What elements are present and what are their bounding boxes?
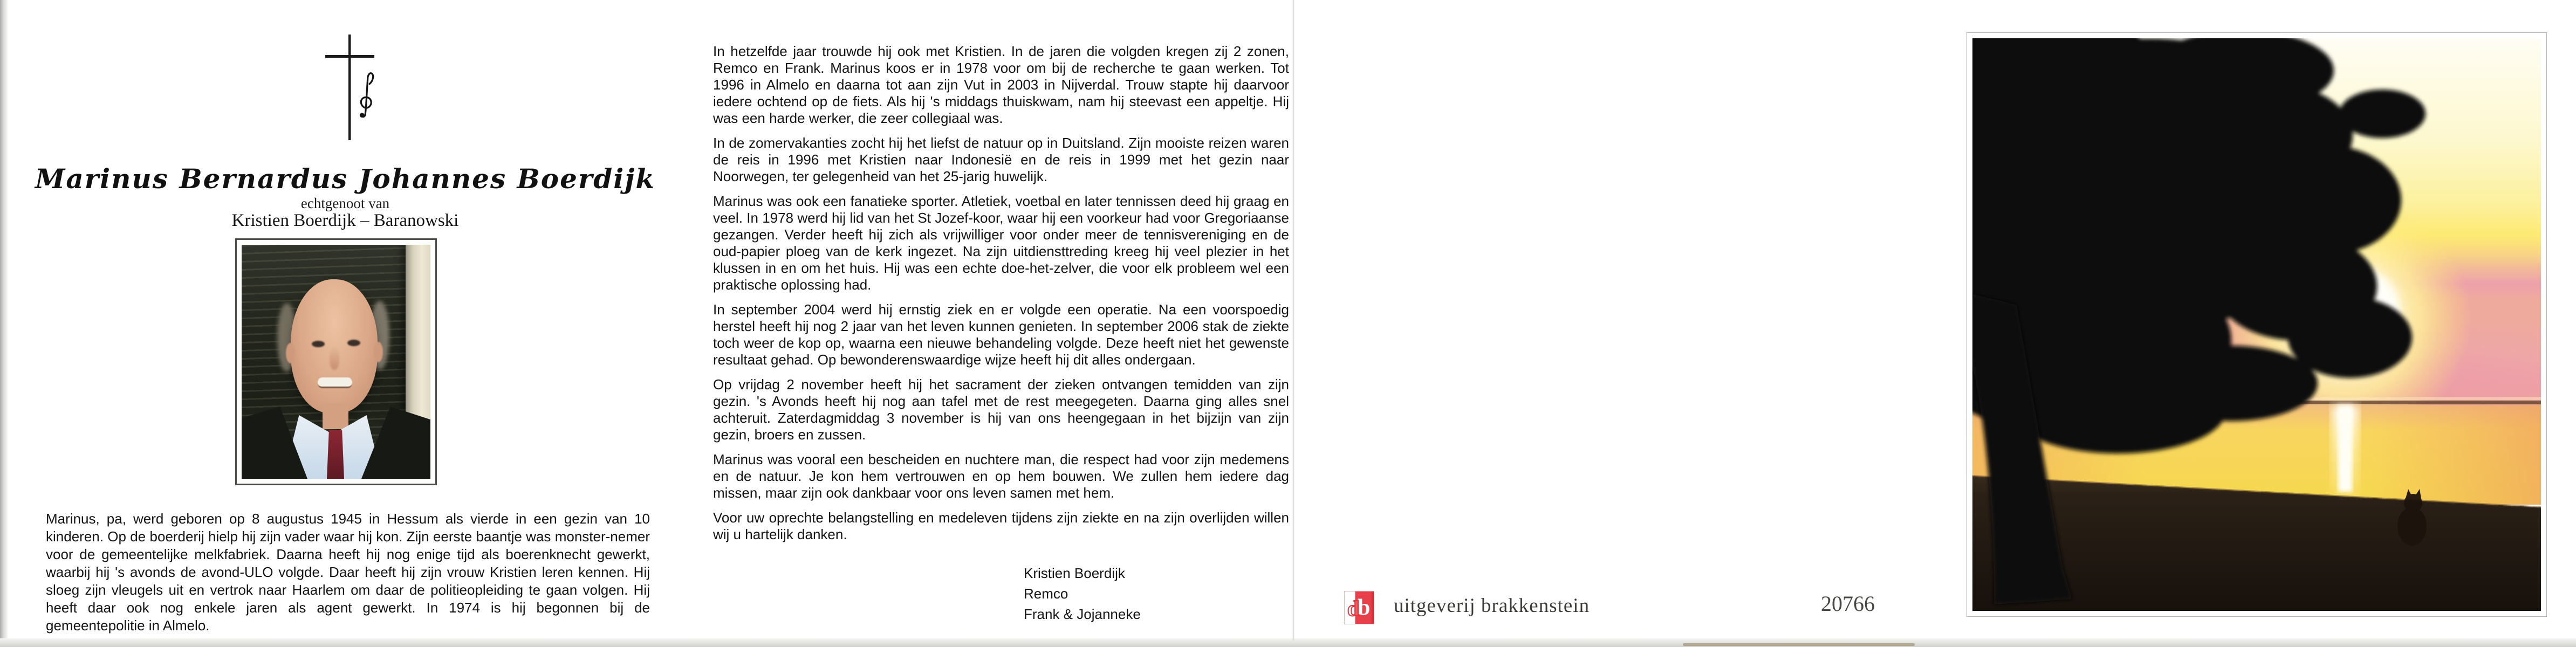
memorial-text bbox=[713, 43, 1289, 551]
portrait-smile bbox=[318, 377, 352, 388]
treble-clef-icon bbox=[360, 73, 373, 118]
memorial-paragraph: Marinus was ook een fanatieke sporter. Atletiek, voetbal en later tennissen deed hij graag en veel. In 1978 werd hij lid van het St Jozef-koor, waar hij een voorkeur had voor Gregoriaanse gezangen. Verder heeft hij zich als vrijwilliger voor onder meer de tennisvereniging en de oud-papier ploeg van de kerk ingezet. Na zijn uitdiensttreding kreeg hij veel plezier in het klussen in en om het huis. Hij was een echte doe-het-zelver, die voor elk probleem wel een praktische oplossing had. bbox=[713, 193, 1289, 293]
logo-letter-d: d bbox=[1347, 596, 1360, 621]
sunset-photo-frame bbox=[1967, 32, 2547, 617]
portrait-photo-frame bbox=[235, 238, 437, 485]
memorial-paragraph: Voor uw oprechte belangstelling en medeleven tijdens zijn ziekte en na zijn overlijden willen wij u hartelijk danken. bbox=[713, 510, 1289, 542]
signature-line: Remco bbox=[1024, 586, 1068, 602]
bio-text: Marinus, pa, werd geboren op 8 augustus 1945 in Hessum als vierde in een gezin van 10 kinderen. Op de boerderij hielp hij zijn vader waar hij kon. Zijn eerste baantje was monster-nemer voor de gemeentelijke melkfabriek. Daarna heeft hij nog enige tijd als boerenknecht gewerkt, waarbij hij 's avonds de avond-ULO volgde. Daar heeft hij zijn vrouw Kristien leren kennen. Hij sloeg zijn vleugels uit en vertrok naar Haarlem om daar de politieopleiding te gaan volgen. Hij heeft daar ook nog enkele jaren als agent gewerkt. In 1974 is hij begonnen bij de gemeentepolitie in Almelo. bbox=[46, 511, 650, 634]
middle-page bbox=[713, 0, 1289, 647]
portrait-face bbox=[291, 279, 378, 413]
logo-letter-b: b bbox=[1358, 595, 1371, 620]
memorial-paragraph: In september 2004 werd hij ernstig ziek en er volgde een operatie. Na een voorspoedig herstel heeft hij nog 2 jaar van het leven kunnen genieten. In september 2006 stak de ziekte toch weer de kop op, waarna een nieuwe behandeling volgde. Deze heeft niet het gewenste resultaat gehad. Op bewonderenswaardige wijze heeft hij dit alles ondergaan. bbox=[713, 301, 1289, 368]
publisher-name: uitgeverij brakkenstein bbox=[1394, 595, 1590, 617]
cross-and-treble-clef-art bbox=[310, 30, 391, 144]
sun-reflection-core bbox=[2338, 405, 2352, 492]
portrait-photo bbox=[242, 245, 430, 479]
signature-line: Frank & Jojanneke bbox=[1024, 606, 1141, 622]
portrait-neck bbox=[323, 403, 348, 429]
portrait-eye-left bbox=[312, 341, 325, 347]
left-page bbox=[16, 0, 674, 647]
relation-line: echtgenoot van bbox=[300, 195, 390, 211]
signature-block bbox=[1024, 563, 1272, 624]
signature-line: Kristien Boerdijk bbox=[1024, 565, 1125, 581]
portrait-tie bbox=[327, 430, 344, 479]
memorial-paragraph: Op vrijdag 2 november heeft hij het sacrament der zieken ontvangen temidden van zijn gezin. 's Avonds heeft hij nog aan tafel met de rest meegegeten. Daarna ging alles snel achteruit. Zaterdagmiddag 3 november is hij van ons heengegaan in het bijzijn van zijn gezin, broers en zussen. bbox=[713, 376, 1289, 443]
deceased-name: Marinus Bernardus Johannes Boerdijk bbox=[35, 163, 655, 195]
scan-smudge bbox=[1683, 643, 1915, 646]
portrait-ear-right bbox=[374, 342, 383, 362]
sunset-beach-photo bbox=[1972, 38, 2541, 611]
memorial-paragraph: Marinus was vooral een bescheiden en nuchtere man, die respect had voor zijn medemens en de natuur. Je kon hem vertrouwen en op hem bouwen. We zullen hem iedere dag missen, maar zijn ook dankbaar voor ons leven samen met hem. bbox=[713, 451, 1289, 501]
publisher-logo bbox=[1344, 591, 1374, 624]
card-fold-line bbox=[1292, 0, 1294, 641]
portrait-nose bbox=[330, 347, 339, 370]
portrait-eye-right bbox=[347, 340, 360, 346]
scan-left-edge bbox=[0, 0, 9, 647]
portrait-ear-left bbox=[286, 343, 295, 363]
spouse-name: Kristien Boerdijk – Baranowski bbox=[231, 211, 459, 230]
memorial-paragraph: In de zomervakanties zocht hij het liefst de natuur op in Duitsland. Zijn mooiste reizen waren de reis in 1996 met Kristien naar Indonesië en de reis in 1999 met het gezin naar Noorwegen, ter gelegenheid van het 25-jarig huwelijk. bbox=[713, 135, 1289, 184]
card-number: 20766 bbox=[1821, 591, 1875, 616]
memorial-paragraph: In hetzelfde jaar trouwde hij ook met Kristien. In de jaren die volgden kregen zij 2 zonen, Remco en Frank. Marinus koos er in 1978 voor om bij de recherche te gaan werken. Tot 1996 in Almelo en daarna tot aan zijn Vut in 2003 in Nijverdal. Trouw stapte hij daarvoor iedere ochtend op de fiets. Als hij 's middags thuiskwam, nam hij steevast een appeltje. Hij was een harde werker, die zeer collegiaal was. bbox=[713, 43, 1289, 126]
